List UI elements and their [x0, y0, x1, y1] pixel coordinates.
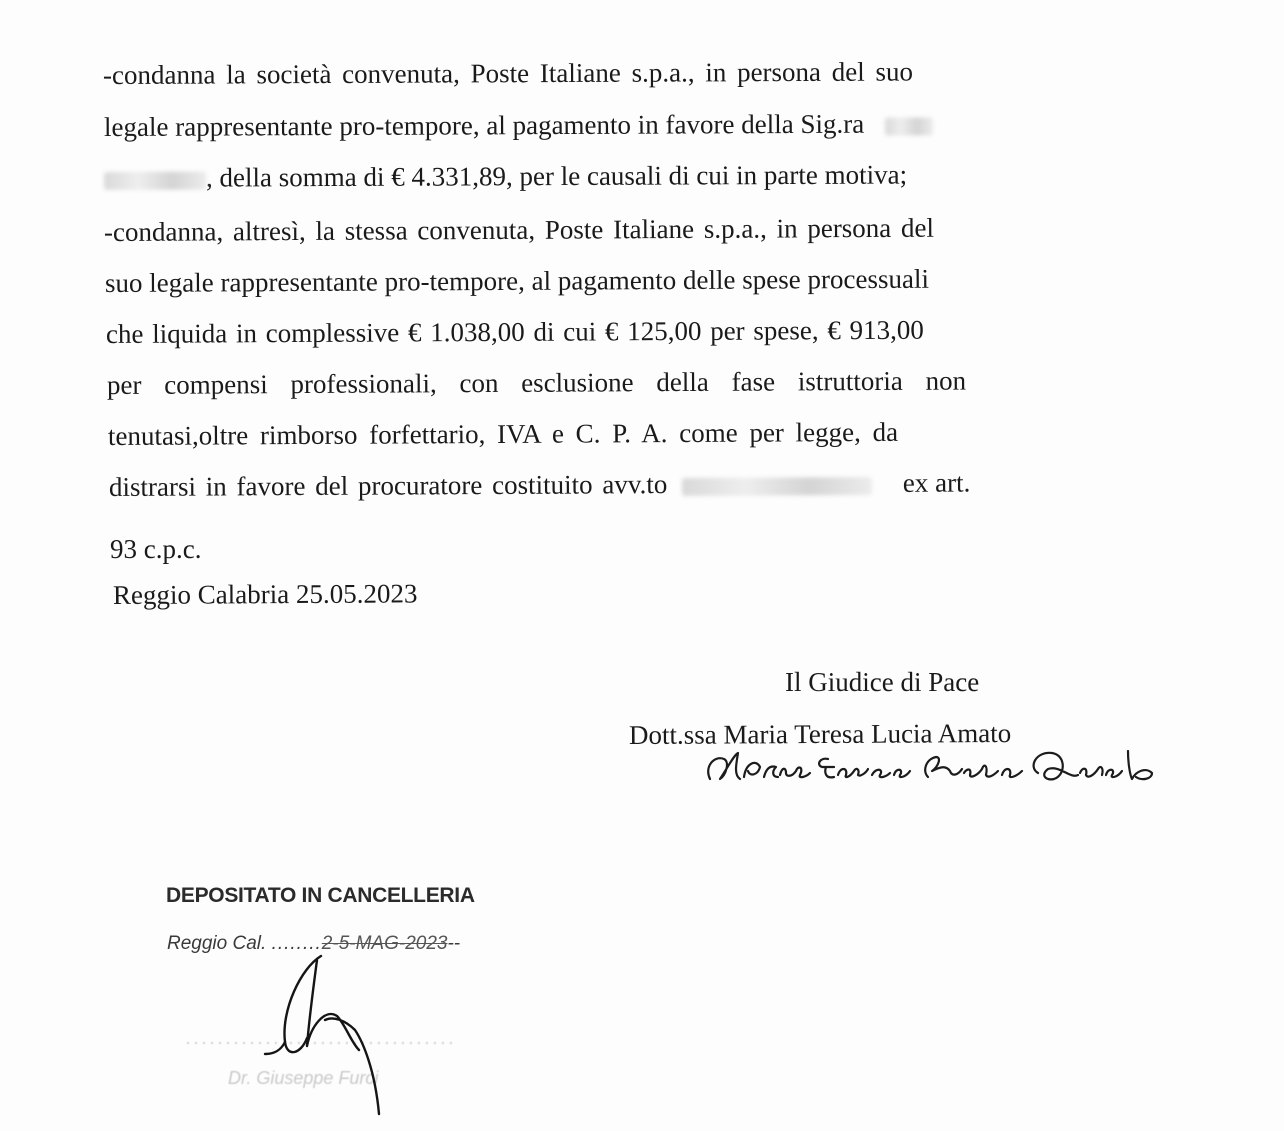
paragraph2-line7: 93 c.p.c.	[110, 534, 202, 564]
text-line	[104, 159, 907, 193]
stamp-date-line: Reggio Cal. ........2-5-MAG-2023--	[167, 933, 461, 954]
paragraph2-line3: che liquida in complessive € 1.038,00 di cui € 125,00 per spese, € 913,00	[105, 314, 924, 349]
text-line	[107, 366, 966, 400]
paragraph2-line6-end: ex art.	[902, 467, 971, 498]
redacted-surname	[104, 171, 206, 189]
stamp-date: 2-5-MAG-2023	[321, 933, 448, 954]
stamp-title: DEPOSITATO IN CANCELLERIA	[166, 884, 475, 907]
text-line	[109, 467, 970, 502]
stamp-dots: ........	[271, 933, 322, 954]
paragraph1-line1: -condanna la società convenuta, Poste Italiane s.p.a., in persona del suo	[102, 56, 914, 90]
text-line	[108, 417, 898, 451]
paragraph2-line4: per compensi professionali, con esclusione della fase istruttoria non	[106, 365, 967, 400]
redacted-name	[885, 117, 933, 135]
text-line	[104, 108, 933, 142]
text-line	[105, 264, 929, 298]
place-date: Reggio Calabria 25.05.2023	[112, 578, 418, 610]
paragraph2-line1: -condanna, altresì, la stessa convenuta, Poste Italiane s.p.a., in persona del	[103, 212, 935, 247]
paragraph1-line3: , della somma di € 4.331,89, per le causali di cui in parte motiva;	[205, 159, 908, 193]
stamp-faded-line: ············ ·····················	[185, 1032, 456, 1052]
paragraph2-line5: tenutasi,oltre rimborso forfettario, IVA e C. P. A. come per legge, da	[107, 416, 899, 451]
clerk-signature	[255, 950, 395, 1130]
paragraph2-line6: distrarsi in favore del procuratore costituito avv.to	[108, 469, 668, 502]
stamp-place: Reggio Cal.	[167, 933, 267, 954]
text-line	[110, 534, 201, 564]
text-line	[103, 56, 1056, 90]
text-line	[104, 213, 934, 247]
paragraph2-line2: suo legale rappresentante pro-tempore, al pagamento delle spese processuali	[104, 263, 929, 298]
judge-role: Il Giudice di Pace	[785, 667, 980, 697]
text-line	[106, 315, 924, 349]
redacted-lawyer-name	[682, 477, 872, 496]
judge-name: Dott.ssa Maria Teresa Lucia Amato	[628, 717, 1012, 750]
stamp-faded-name: Dr. Giuseppe Furci	[228, 1068, 379, 1088]
judge-signature	[700, 745, 1160, 795]
paragraph1-line2: legale rappresentante pro-tempore, al pagamento in favore della Sig.ra	[103, 108, 865, 142]
